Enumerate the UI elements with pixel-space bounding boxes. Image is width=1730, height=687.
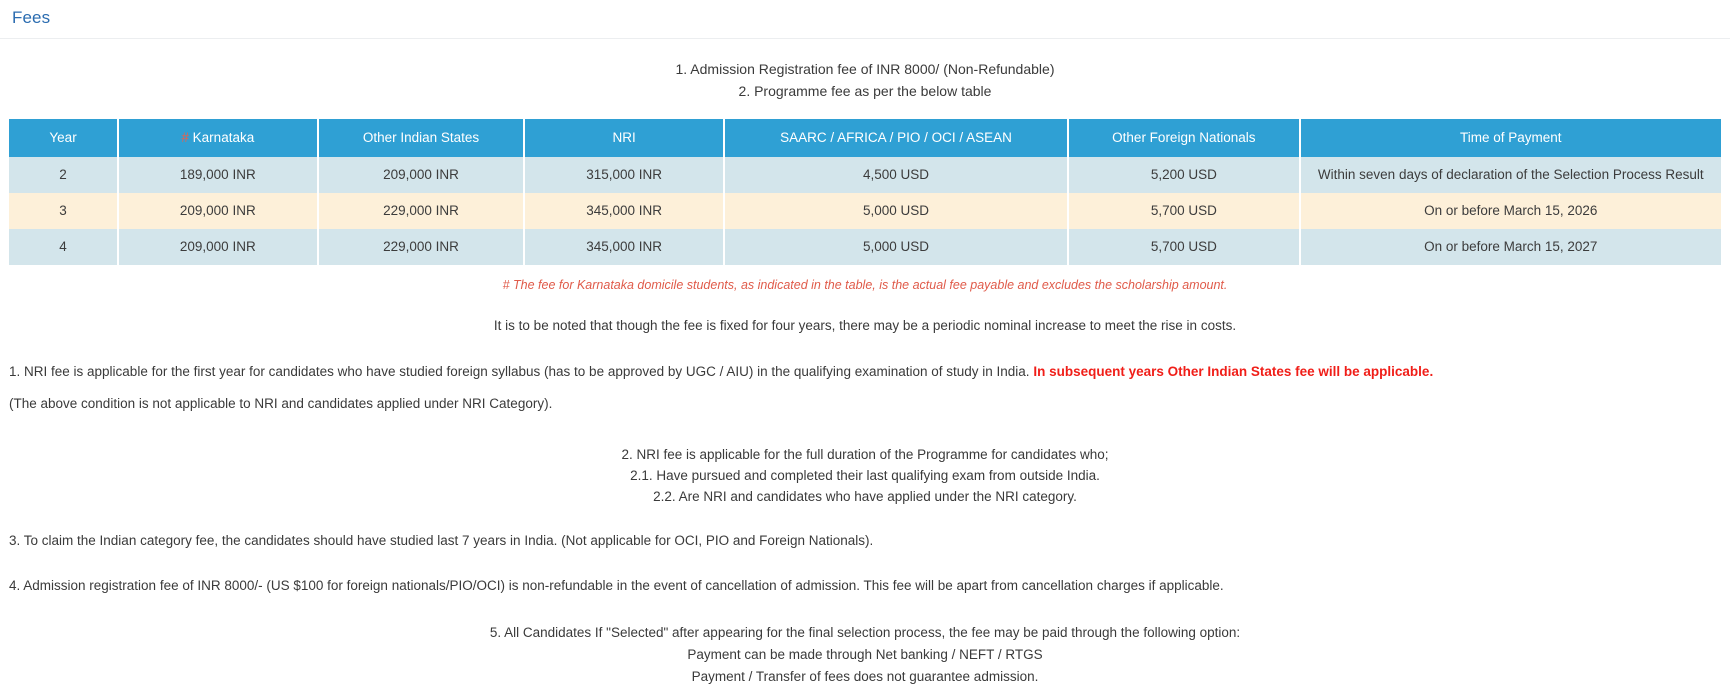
cell-other-indian-states: 229,000 INR (318, 229, 525, 265)
fee-table-head (9, 119, 1721, 157)
cell-nri: 345,000 INR (524, 193, 723, 229)
note-fixed-fee: It is to be noted that though the fee is fixed for four years, there may be a periodic nominal increase to meet the rise in costs. (493, 318, 1237, 333)
table-row (9, 229, 1721, 265)
column-header-other-indian-states: Other Indian States (318, 119, 525, 157)
note-item-1 (0, 362, 1730, 382)
column-header-time-of-payment: Time of Payment (1300, 119, 1721, 157)
cell-other-foreign-nationals: 5,200 USD (1068, 157, 1299, 193)
intro-line-registration-fee: 1. Admission Registration fee of INR 8000/ (Non-Refundable) (675, 61, 1055, 77)
note-item-2-1: 2.1. Have pursued and completed their last qualifying exam from outside India. (630, 468, 1100, 483)
page-title[interactable]: Fees (12, 8, 51, 27)
cell-saarc: 5,000 USD (724, 229, 1068, 265)
note-item-2-2: 2.2. Are NRI and candidates who have applied under the NRI category. (653, 489, 1077, 504)
note-item-1-text: 1. NRI fee is applicable for the first year for candidates who have studied foreign syllabus (has to be approved by UGC / AIU) in the qualifying examination of study in India. (9, 364, 1030, 379)
cell-karnataka: 209,000 INR (118, 193, 317, 229)
cell-nri: 315,000 INR (524, 157, 723, 193)
cell-karnataka: 209,000 INR (118, 229, 317, 265)
column-header-karnataka-label: Karnataka (192, 130, 255, 145)
note-item-3: 3. To claim the Indian category fee, the candidates should have studied last 7 years in India. (Not applicable for OCI, PIO and Foreign Nationals). (9, 533, 874, 548)
cell-year: 2 (9, 157, 118, 193)
section-header (0, 0, 1730, 39)
payment-method-line: Payment can be made through Net banking / NEFT / RTGS (687, 647, 1043, 662)
fee-table (9, 119, 1721, 265)
fee-table-wrapper (0, 119, 1730, 294)
note-item-1-emphasis: In subsequent years Other Indian States fee will be applicable. (1033, 364, 1434, 379)
column-header-other-foreign-nationals: Other Foreign Nationals (1068, 119, 1299, 157)
note-item-5-group (0, 623, 1730, 687)
table-footnote: # The fee for Karnataka domicile students, as indicated in the table, is the actual fee payable and excludes the scholarship amount. (502, 278, 1228, 292)
note-item-1-condition: (The above condition is not applicable to NRI and candidates applied under NRI Category). (9, 396, 553, 411)
column-header-nri: NRI (524, 119, 723, 157)
cell-other-indian-states: 229,000 INR (318, 193, 525, 229)
cell-nri: 345,000 INR (524, 229, 723, 265)
note-item-2: 2. NRI fee is applicable for the full duration of the Programme for candidates who; (621, 447, 1109, 462)
payment-disclaimer-line: Payment / Transfer of fees does not guarantee admission. (691, 669, 1039, 684)
cell-saarc: 4,500 USD (724, 157, 1068, 193)
cell-other-indian-states: 209,000 INR (318, 157, 525, 193)
cell-other-foreign-nationals: 5,700 USD (1068, 193, 1299, 229)
fee-table-body (9, 157, 1721, 265)
cell-other-foreign-nationals: 5,700 USD (1068, 229, 1299, 265)
column-header-karnataka (118, 119, 317, 157)
cell-year: 4 (9, 229, 118, 265)
note-item-2-group (0, 444, 1730, 507)
column-header-saarc: SAARC / AFRICA / PIO / OCI / ASEAN (724, 119, 1068, 157)
cell-time-of-payment: On or before March 15, 2026 (1300, 193, 1721, 229)
cell-year: 3 (9, 193, 118, 229)
cell-saarc: 5,000 USD (724, 193, 1068, 229)
table-row (9, 193, 1721, 229)
cell-karnataka: 189,000 INR (118, 157, 317, 193)
cell-time-of-payment: On or before March 15, 2027 (1300, 229, 1721, 265)
intro-block (0, 39, 1730, 101)
table-header-row (9, 119, 1721, 157)
cell-time-of-payment: Within seven days of declaration of the Selection Process Result (1300, 157, 1721, 193)
note-item-5: 5. All Candidates If "Selected" after appearing for the final selection process, the fee may be paid through the following option: (489, 625, 1241, 640)
column-header-year: Year (9, 119, 118, 157)
intro-line-programme-fee: 2. Programme fee as per the below table (738, 83, 992, 99)
table-row (9, 157, 1721, 193)
hash-marker: # (181, 130, 189, 145)
note-item-4: 4. Admission registration fee of INR 8000/- (US $100 for foreign nationals/PIO/OCI) is non-refundable in the event of cancellation of admission. This fee will be apart from cancellation charges if applicable. (9, 578, 1224, 593)
